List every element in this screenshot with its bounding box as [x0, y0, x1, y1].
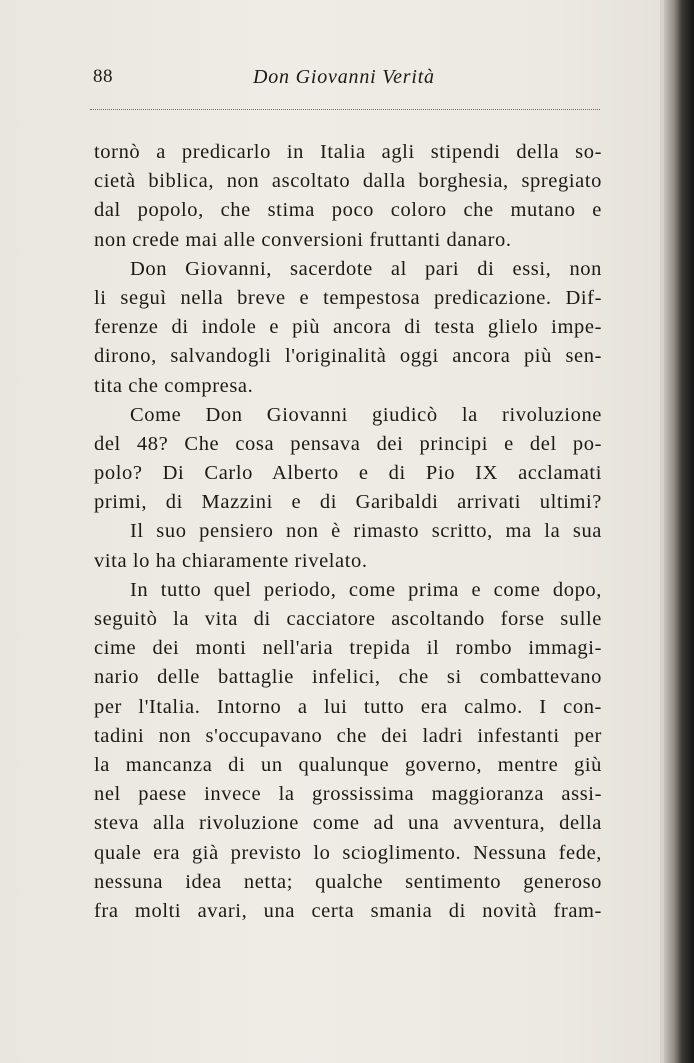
header-divider — [90, 109, 600, 110]
text-line: nel paese invece la grossissima maggioranza assi- — [94, 783, 602, 806]
running-title: Don Giovanni Verità — [253, 66, 435, 88]
text-line: cime dei monti nell'aria trepida il rombo immagi- — [94, 637, 602, 660]
text-line: la mancanza di un qualunque governo, mentre giù — [94, 753, 602, 776]
text-line: del 48? Che cosa pensava dei principi e del po- — [94, 432, 602, 455]
page-number: 88 — [93, 66, 113, 87]
page-header — [93, 66, 601, 96]
text-line: Il suo pensiero non è rimasto scritto, ma la sua — [130, 520, 602, 543]
text-line: nessuna idea netta; qualche sentimento generoso — [94, 870, 602, 893]
text-line: dirono, salvandogli l'originalità oggi ancora più sen- — [94, 345, 602, 368]
text-line: steva alla rivoluzione come ad una avventura, della — [94, 812, 602, 835]
body-text — [94, 138, 602, 926]
text-line: Don Giovanni, sacerdote al pari di essi, non — [130, 257, 602, 280]
text-line: non crede mai alle conversioni fruttanti danaro. — [94, 228, 512, 251]
text-line: vita lo ha chiaramente rivelato. — [94, 549, 368, 572]
text-line: tornò a predicarlo in Italia agli stipendi della so- — [94, 141, 602, 163]
text-line: li seguì nella breve e tempestosa predicazione. Dif- — [94, 286, 602, 309]
text-line: cietà biblica, non ascoltato dalla borghesia, spregiato — [94, 170, 602, 193]
text-line: seguitò la vita di cacciatore ascoltando forse sulle — [94, 608, 602, 630]
text-line: tita che compresa. — [94, 374, 254, 397]
text-line: In tutto quel periodo, come prima e come dopo, — [130, 578, 602, 601]
text-line: primi, di Mazzini e di Garibaldi arrivati ultimi? — [94, 491, 602, 514]
text-line: quale era già previsto lo scioglimento. Nessuna fede, — [94, 841, 602, 864]
text-line: ferenze di indole e più ancora di testa glielo impe- — [94, 316, 602, 339]
book-spine-shadow — [664, 0, 694, 1063]
text-line: nario delle battaglie infelici, che si combattevano — [94, 666, 602, 689]
text-line: dal popolo, che stima poco coloro che mutano e — [94, 199, 602, 222]
text-line: tadini non s'occupavano che dei ladri infestanti per — [94, 724, 602, 747]
text-line: fra molti avari, una certa smania di novità fram- — [94, 899, 602, 922]
text-line: polo? Di Carlo Alberto e di Pio IX acclamati — [94, 462, 602, 485]
text-line: per l'Italia. Intorno a lui tutto era calmo. I con- — [94, 695, 602, 718]
text-line: Come Don Giovanni giudicò la rivoluzione — [130, 403, 602, 426]
